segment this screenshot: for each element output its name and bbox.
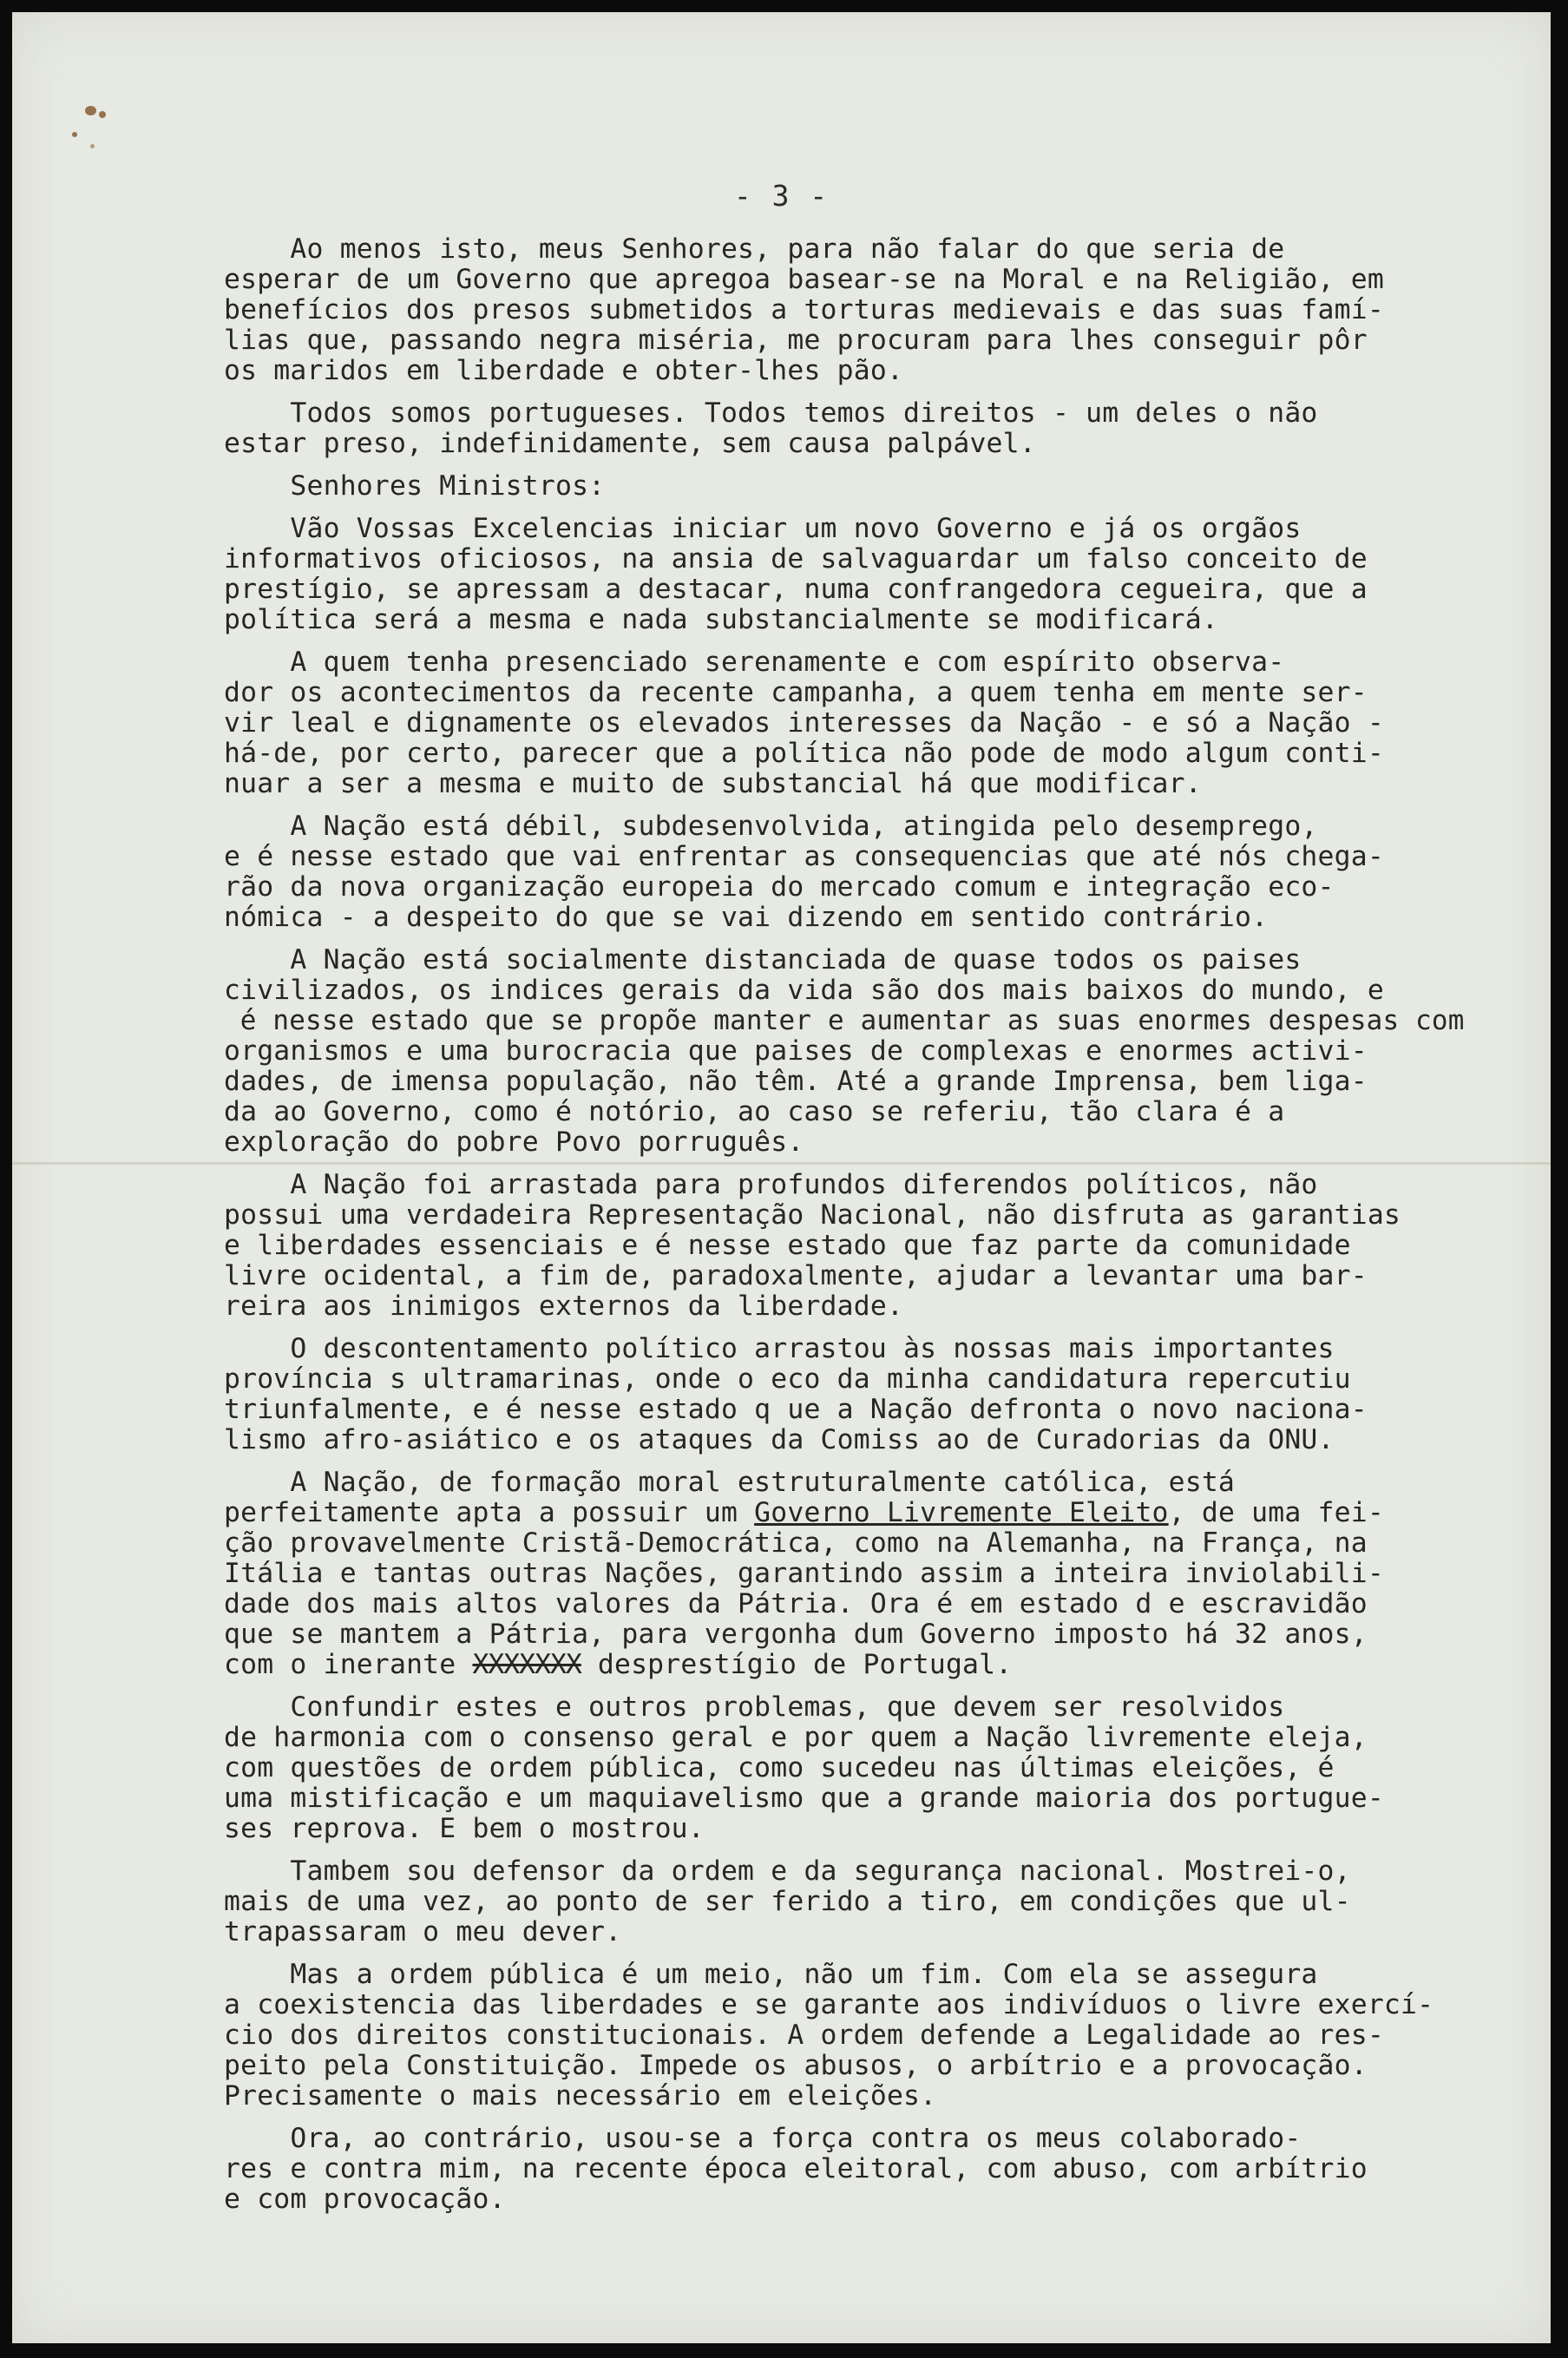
text-line: Confundir estes e outros problemas, que devem ser resolvidos (224, 1691, 1285, 1723)
text-line: que se mantem a Pátria, para vergonha dum Governo imposto há 32 anos, (224, 1619, 1368, 1650)
paragraph (224, 1960, 1465, 2112)
text-line: Vão Vossas Excelencias iniciar um novo Governo e já os orgãos (224, 513, 1302, 544)
text-line: e é nesse estado que vai enfrentar as consequencias que até nós chega- (224, 841, 1384, 872)
rust-stain-mark (90, 144, 95, 148)
text-line: ses reprova. E bem o mostrou. (224, 1813, 705, 1844)
text-line: de harmonia com o consenso geral e por quem a Nação livremente eleja, (224, 1722, 1368, 1753)
paragraph (224, 1856, 1465, 1947)
text-line: dor os acontecimentos da recente campanha, a quem tenha em mente ser- (224, 677, 1368, 708)
text-span: perfeitamente apta a possuir um (224, 1497, 755, 1528)
text-line: A Nação está débil, subdesenvolvida, atingida pelo desemprego, (224, 811, 1318, 842)
text-span: com o inerante (224, 1649, 473, 1680)
text-line: res e contra mim, na recente época eleitoral, com abuso, com arbítrio (224, 2153, 1368, 2184)
text-line: civilizados, os indices gerais da vida são dos mais baixos do mundo, e (224, 975, 1384, 1006)
text-line: os maridos em liberdade e obter-lhes pão. (224, 355, 904, 386)
text-line: prestígio, se apressam a destacar, numa confrangedora cegueira, que a (224, 574, 1368, 605)
text-line: política será a mesma e nada substancialmente se modificará. (224, 604, 1218, 635)
text-line: da ao Governo, como é notório, ao caso se referiu, tão clara é a (224, 1096, 1285, 1127)
text-line: província s ultramarinas, onde o eco da minha candidatura repercutiu (224, 1363, 1351, 1395)
paragraph (224, 1468, 1465, 1680)
text-line: rão da nova organização europeia do mercado comum e integração eco- (224, 871, 1335, 903)
letter-body (224, 234, 1465, 2227)
text-line: estar preso, indefinidamente, sem causa palpável. (224, 428, 1036, 459)
text-line: esperar de um Governo que apregoa basear-se na Moral e na Religião, em (224, 264, 1384, 295)
text-line: vir leal e dignamente os elevados interesses da Nação - e só a Nação - (224, 707, 1384, 739)
text-line: mais de uma vez, ao ponto de ser ferido a tiro, em condições que ul- (224, 1886, 1351, 1917)
text-line: dade dos mais altos valores da Pátria. Ora é em estado d e escravidão (224, 1588, 1368, 1619)
text-line: nuar a ser a mesma e muito de substancial há que modificar. (224, 768, 1202, 799)
text-line: com questões de ordem pública, como sucedeu nas últimas eleições, é (224, 1752, 1335, 1783)
page-number: - 3 - (733, 179, 830, 213)
text-line: Ao menos isto, meus Senhores, para não falar do que seria de (224, 233, 1285, 265)
text-line: A Nação foi arrastada para profundos diferendos políticos, não (224, 1169, 1318, 1200)
text-span: desprestígio de Portugal. (581, 1649, 1013, 1680)
paragraph (224, 398, 1465, 459)
text-line: livre ocidental, a fim de, paradoxalmente, ajudar a levantar uma bar- (224, 1260, 1368, 1291)
text-line: benefícios dos presos submetidos a torturas medievais e das suas famí- (224, 294, 1384, 325)
paragraph (224, 1334, 1465, 1455)
rust-stain-mark (72, 132, 77, 137)
paragraph (224, 647, 1465, 799)
paragraph (224, 2124, 1465, 2215)
text-line: organismos e uma burocracia que paises de complexas e enormes activi- (224, 1035, 1368, 1067)
text-line: a coexistencia das liberdades e se garante aos indivíduos o livre exercí- (224, 1989, 1434, 2020)
text-line: Precisamente o mais necessário em eleições. (224, 2080, 937, 2112)
text-line: peito pela Constituição. Impede os abusos, o arbítrio e a provocação. (224, 2050, 1368, 2081)
text-span: , de uma fei- (1168, 1497, 1384, 1528)
text-line: uma mistificação e um maquiavelismo que a grande maioria dos portugue- (224, 1783, 1384, 1814)
text-line: é nesse estado que se propõe manter e aumentar as suas enormes despesas com (224, 1005, 1465, 1036)
underlined-phrase: Governo Livremente Eleito (754, 1497, 1169, 1528)
paragraph (224, 1170, 1465, 1322)
text-line: reira aos inimigos externos da liberdade. (224, 1291, 904, 1322)
paragraph (224, 811, 1465, 933)
text-line (224, 1498, 1465, 1528)
text-line: nómica - a despeito do que se vai dizendo em sentido contrário. (224, 902, 1269, 933)
text-line: Mas a ordem pública é um meio, não um fim. Com ela se assegura (224, 1959, 1318, 1990)
text-line: e liberdades essenciais e é nesse estado que faz parte da comunidade (224, 1230, 1351, 1261)
text-line: informativos oficiosos, na ansia de salvaguardar um falso conceito de (224, 543, 1368, 575)
text-line (224, 1650, 1465, 1680)
text-line: e com provocação. (224, 2184, 506, 2215)
text-line: lismo afro-asiático e os ataques da Comiss ao de Curadorias da ONU. (224, 1424, 1335, 1455)
paragraph (224, 471, 1465, 502)
text-line: triunfalmente, e é nesse estado q ue a Nação defronta o novo naciona- (224, 1394, 1368, 1425)
paragraph (224, 945, 1465, 1158)
text-line: O descontentamento político arrastou às nossas mais importantes (224, 1333, 1335, 1364)
text-line: há-de, por certo, parecer que a política não pode de modo algum conti- (224, 738, 1384, 769)
text-line: exploração do pobre Povo porruguês. (224, 1126, 804, 1158)
text-line: trapassaram o meu dever. (224, 1916, 622, 1947)
paragraph (224, 234, 1465, 386)
paragraph (224, 1692, 1465, 1844)
rust-stain-mark (85, 106, 96, 115)
text-line: Tambem sou defensor da ordem e da segurança nacional. Mostrei-o, (224, 1856, 1351, 1887)
typewritten-page (12, 12, 1551, 2343)
text-line: A Nação, de formação moral estruturalmente católica, está (224, 1467, 1236, 1498)
text-line: Todos somos portugueses. Todos temos direitos - um deles o não (224, 397, 1318, 429)
text-line: A Nação está socialmente distanciada de quase todos os paises (224, 944, 1302, 975)
text-line: lias que, passando negra miséria, me procuram para lhes conseguir pôr (224, 325, 1368, 356)
text-line: dades, de imensa população, não têm. Até a grande Imprensa, bem liga- (224, 1066, 1368, 1097)
text-line: cio dos direitos constitucionais. A ordem defende a Legalidade ao res- (224, 2020, 1384, 2051)
text-line: Itália e tantas outras Nações, garantindo assim a inteira inviolabili- (224, 1558, 1384, 1589)
paragraph (224, 514, 1465, 635)
rust-stain-mark (99, 111, 106, 118)
struck-out-text: XXXXXXX (472, 1649, 581, 1680)
text-line: Ora, ao contrário, usou-se a força contra os meus colaborado- (224, 2123, 1302, 2154)
text-line: possui uma verdadeira Representação Nacional, não disfruta as garantias (224, 1199, 1401, 1231)
text-line: ção provavelmente Cristã-Democrática, como na Alemanha, na França, na (224, 1527, 1368, 1559)
text-line: A quem tenha presenciado serenamente e com espírito observa- (224, 647, 1285, 678)
text-line: Senhores Ministros: (224, 470, 606, 502)
